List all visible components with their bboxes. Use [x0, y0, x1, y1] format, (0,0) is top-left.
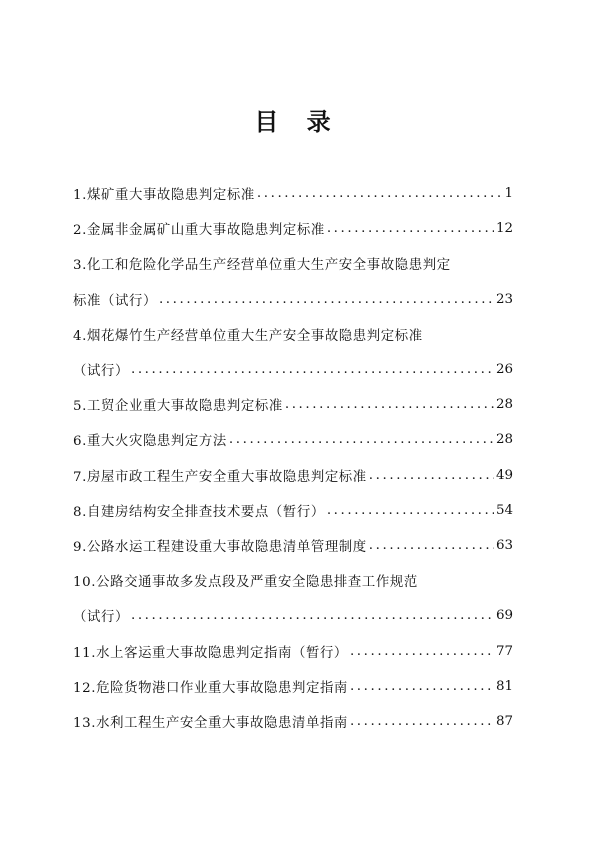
- toc-entry-page: 28: [495, 432, 513, 448]
- toc-entry-first-line[interactable]: [73, 246, 513, 281]
- toc-entry-page: 23: [495, 291, 513, 307]
- toc-entry-page: 26: [495, 362, 513, 378]
- toc-entry[interactable]: [73, 176, 513, 211]
- toc-entry-page: 87: [495, 713, 513, 729]
- toc-entry-title: 8.自建房结构安全排查技术要点（暂行）: [73, 504, 325, 520]
- toc-leader-dots: [350, 679, 494, 694]
- toc-entry-title: 11.水上客运重大事故隐患判定指南（暂行）: [73, 645, 348, 661]
- toc-entry-first-line[interactable]: [73, 317, 513, 352]
- page-title: 目 录: [254, 107, 341, 136]
- toc-entry-first-line[interactable]: [73, 563, 513, 598]
- toc-leader-dots: [257, 186, 503, 201]
- toc-entry-page: 1: [504, 186, 513, 202]
- toc-entry[interactable]: [73, 704, 513, 739]
- toc-entry[interactable]: [73, 211, 513, 246]
- toc-entry[interactable]: [73, 493, 513, 528]
- toc-leader-dots: [327, 221, 494, 236]
- toc-leader-dots: [327, 503, 494, 518]
- toc-entry-title: 9.公路水运工程建设重大事故隐患清单管理制度: [73, 539, 367, 555]
- toc-entry-page: 54: [495, 502, 513, 518]
- toc-entry-page: 81: [495, 678, 513, 694]
- toc-entry-continuation[interactable]: [73, 352, 513, 387]
- toc-leader-dots: [350, 644, 494, 659]
- toc-entry[interactable]: [73, 422, 513, 457]
- toc-entry-title: 标准（试行）: [73, 293, 157, 309]
- toc-leader-dots: [131, 608, 494, 623]
- toc-entry-page: 49: [495, 467, 513, 483]
- toc-leader-dots: [229, 432, 494, 447]
- toc-entry-continuation[interactable]: [73, 282, 513, 317]
- toc-entry-continuation[interactable]: [73, 598, 513, 633]
- toc-entry-page: 63: [495, 537, 513, 553]
- toc-entry-page: 77: [495, 643, 513, 659]
- toc-entry-title: 7.房屋市政工程生产安全重大事故隐患判定标准: [73, 469, 367, 485]
- toc-entry-title: 1.煤矿重大事故隐患判定标准: [73, 188, 255, 204]
- toc-entry-title: 2.金属非金属矿山重大事故隐患判定标准: [73, 223, 325, 239]
- toc-entry-title: 12.危险货物港口作业重大事故隐患判定指南: [73, 680, 348, 696]
- toc-leader-dots: [285, 397, 494, 412]
- toc-entry-title: （试行）: [73, 364, 129, 380]
- toc-leader-dots: [159, 292, 494, 307]
- table-of-contents: [73, 176, 513, 739]
- toc-entry-title: 6.重大火灾隐患判定方法: [73, 434, 227, 450]
- toc-entry-page: 12: [495, 221, 513, 237]
- toc-leader-dots: [369, 538, 494, 553]
- toc-entry-title: 3.化工和危险化学品生产经营单位重大生产安全事故隐患判定: [73, 258, 451, 274]
- toc-leader-dots: [350, 714, 494, 729]
- toc-entry-title: 4.烟花爆竹生产经营单位重大生产安全事故隐患判定标准: [73, 328, 423, 344]
- toc-entry-page: 28: [495, 397, 513, 413]
- toc-entry[interactable]: [73, 458, 513, 493]
- toc-leader-dots: [369, 468, 494, 483]
- toc-entry-page: 69: [495, 608, 513, 624]
- toc-entry[interactable]: [73, 669, 513, 704]
- toc-entry-title: （试行）: [73, 610, 129, 626]
- toc-entry-title: 13.水利工程生产安全重大事故隐患清单指南: [73, 715, 348, 731]
- toc-entry-title: 5.工贸企业重大事故隐患判定标准: [73, 399, 283, 415]
- toc-leader-dots: [131, 362, 494, 377]
- toc-entry[interactable]: [73, 387, 513, 422]
- toc-entry[interactable]: [73, 528, 513, 563]
- toc-entry[interactable]: [73, 633, 513, 668]
- toc-entry-title: 10.公路交通事故多发点段及严重安全隐患排查工作规范: [73, 575, 418, 591]
